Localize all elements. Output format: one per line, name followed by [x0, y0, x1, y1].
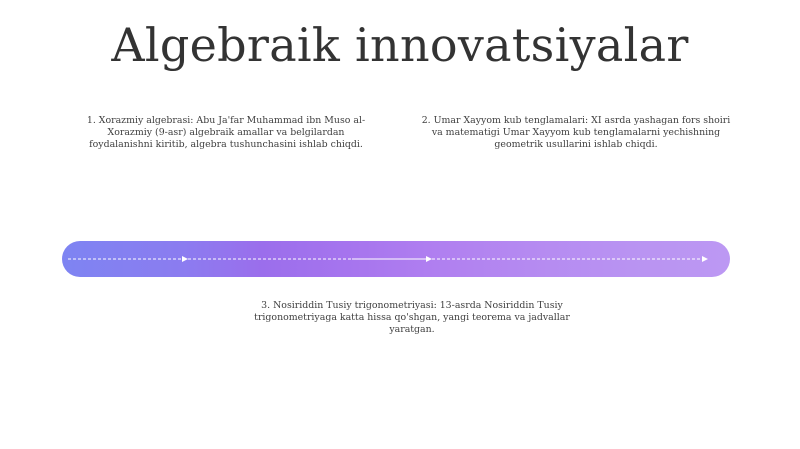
arrow-right-icon — [702, 256, 708, 262]
page-title: Algebraik innovatsiyalar — [111, 18, 689, 72]
milestone-2-text: 2. Umar Xayyom kub tenglamalari: XI asrda yashagan fors shoiri va matematigi Umar Xayyom kub tenglamalarni yechishning geometrik usullarini ishlab chiqdi. — [421, 115, 731, 150]
timeline-arrows — [62, 241, 730, 277]
timeline-bar — [62, 241, 730, 277]
arrow-right-icon — [182, 256, 188, 262]
arrow-right-icon — [426, 256, 432, 262]
milestone-3-text: 3. Nosiriddin Tusiy trigonometriyasi: 13-asrda Nosiriddin Tusiy trigonometriyaga katta hissa qo'shgan, yangi teorema va jadvallar yaratgan. — [254, 300, 570, 335]
milestone-1-text: 1. Xorazmiy algebrasi: Abu Ja'far Muhammad ibn Muso al-Xorazmiy (9-asr) algebraik amallar va belgilardan foydalanishni kiritib, algebra tushunchasini ishlab chiqdi. — [86, 115, 366, 150]
